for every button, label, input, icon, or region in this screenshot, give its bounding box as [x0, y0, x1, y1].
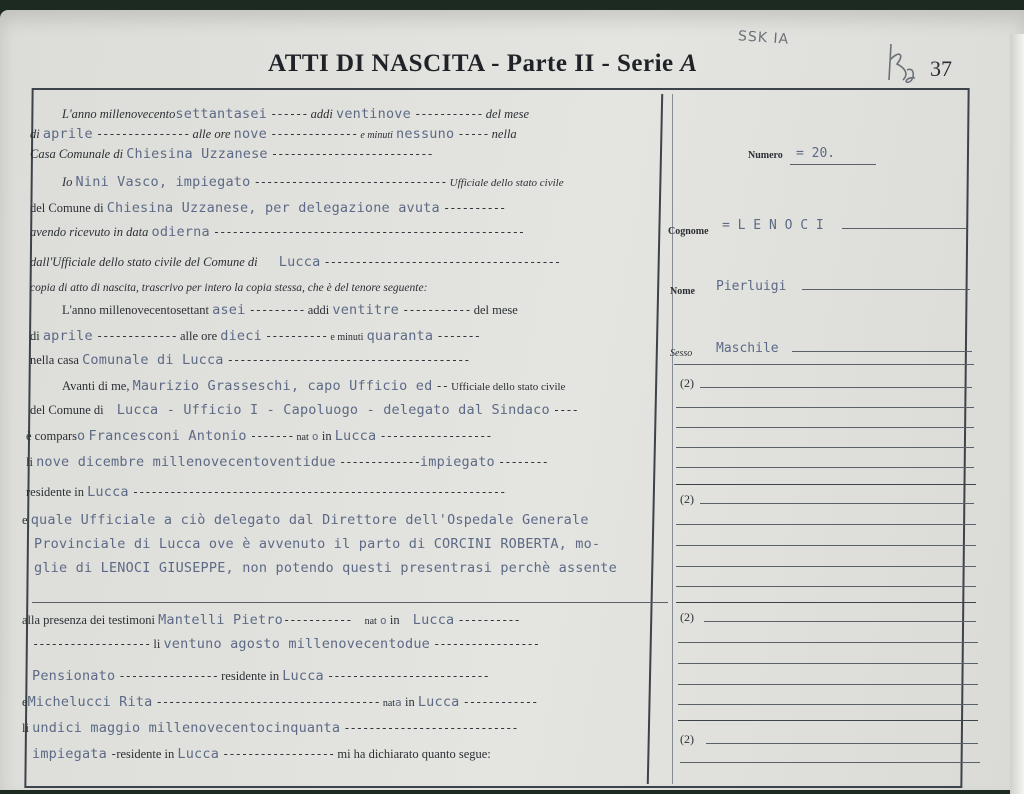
- label: e minuti: [330, 332, 364, 343]
- note-rule: [706, 743, 978, 744]
- form-line-18: [34, 536, 684, 560]
- cognome-label: Cognome: [668, 226, 709, 237]
- cognome-value: = L E N O C I: [722, 218, 824, 233]
- witness1-profession-value: Pensionato: [32, 668, 116, 684]
- label: del Comune di: [30, 201, 104, 215]
- day-value: ventinove: [336, 106, 411, 122]
- witness2-profession-value: impiegata: [32, 746, 107, 762]
- label: residente in: [221, 669, 280, 683]
- form-line-23: eMichelucci Rita ------------------------------------ nata in Lucca ------------: [22, 694, 538, 710]
- note-rule: [678, 684, 978, 685]
- note-rule: [678, 704, 978, 705]
- minutes-value: quaranta: [366, 328, 434, 344]
- capacity-value-cont: Provinciale di Lucca ove è avvenuto il parto di CORCINI ROBERTA, mo-: [34, 536, 601, 552]
- note-marker: (2): [680, 492, 694, 506]
- nome-rule: [802, 289, 970, 290]
- note-rule: [676, 586, 976, 587]
- hour-value: nove: [233, 126, 267, 142]
- form-line-25: impiegata -residente in Lucca ------------------ mi ha dichiarato quanto segue:: [32, 746, 491, 762]
- note-marker: (2): [680, 732, 694, 746]
- label: in: [405, 695, 415, 709]
- section-rule: [674, 364, 974, 365]
- form-line-8: [30, 280, 680, 304]
- note-rule: [680, 762, 980, 763]
- officer-name-value: Maurizio Grasseschi, capo Ufficio ed: [132, 378, 433, 394]
- form-line-5: del Comune di Chiesina Uzzanese, per delegazione avuta ----------: [30, 200, 506, 216]
- label: del mese: [473, 303, 518, 317]
- form-line-4: Io Nini Vasco, impiegato ------------------------------- Ufficiale dello stato civile: [62, 174, 564, 190]
- form-line-24: li undici maggio millenovecentocinquanta ----------------------------: [22, 720, 518, 736]
- form-line-17: [22, 512, 672, 536]
- witness1-birthdate-value: ventuno agosto millenovecentodue: [163, 636, 430, 652]
- witness1-residence-value: Lucca: [282, 668, 324, 684]
- label: Ufficiale dello stato civile: [449, 177, 564, 189]
- label: nat: [382, 698, 396, 709]
- note-rule: [678, 663, 978, 664]
- minutes-value: nessuno: [396, 126, 455, 142]
- sesso-rule: [792, 351, 972, 352]
- label: in: [389, 613, 400, 627]
- form-line-9: L'anno millenovecentosettant asei --------- addi ventitre ----------- del mese: [62, 302, 518, 318]
- hour-value: dieci: [220, 328, 262, 344]
- note-rule: [676, 407, 974, 408]
- label: del mese: [485, 107, 530, 121]
- section-rule: [678, 720, 978, 721]
- label: Avanti di me,: [62, 379, 130, 393]
- gender-suffix: o: [311, 430, 319, 443]
- note-rule: [700, 387, 972, 388]
- label: li: [26, 455, 33, 469]
- place-value: Comunale di Lucca: [82, 352, 224, 368]
- label: di: [30, 329, 40, 343]
- form-line-15: li nove dicembre millenovecentoventidue -------------impiegato --------: [26, 454, 548, 470]
- label: Io: [62, 175, 73, 189]
- witness1-birthplace-value: Lucca: [412, 612, 455, 628]
- note-rule: [700, 503, 974, 504]
- witness2-residence-value: Lucca: [177, 746, 220, 762]
- label: li: [22, 721, 29, 735]
- gender-suffix: a: [395, 696, 402, 709]
- note-rule: [676, 447, 974, 448]
- section-rule: [676, 602, 976, 603]
- label: addi: [310, 107, 333, 121]
- numero-value: = 20.: [796, 146, 836, 161]
- nome-label: Nome: [670, 286, 695, 297]
- label: alle ore: [192, 127, 231, 141]
- sesso-label: Sesso: [670, 348, 693, 359]
- declarant-value: Francesconi Antonio: [88, 428, 247, 444]
- header-part: Parte II: [506, 50, 595, 77]
- note-rule: [676, 427, 974, 428]
- numero-label: Numero: [748, 150, 783, 161]
- month-value: aprile: [42, 328, 93, 344]
- label: L'anno millenovecentosettant: [62, 303, 209, 317]
- numero-rule: [790, 164, 876, 165]
- header-title: ATTI DI NASCITA: [268, 50, 485, 77]
- label: alla presenza dei testimoni: [22, 613, 155, 627]
- birthdate-value: nove dicembre millenovecentoventidue: [36, 454, 336, 470]
- gender-suffix: o: [77, 428, 86, 444]
- year-value: settantasei: [175, 106, 268, 122]
- label: e: [22, 695, 28, 709]
- form-line-10: di aprile ------------- alle ore dieci ---------- e minuti quaranta -------: [30, 328, 480, 344]
- officer-value: Nini Vasco, impiegato: [75, 174, 251, 190]
- pencil-annotation: SSK IA: [737, 28, 790, 48]
- nome-value: Pierluigi: [716, 279, 787, 294]
- capacity-value-cont: glie di LENOCI GIUSEPPE, non potendo questi presentrasi perchè assente: [34, 560, 617, 576]
- witness2-birthdate-value: undici maggio millenovecentocinquanta: [32, 720, 341, 736]
- form-line-1: L'anno millenovecentosettantasei ------ addi ventinove ----------- del mese: [62, 106, 530, 122]
- label: nat: [296, 432, 309, 443]
- label: residente in: [116, 747, 175, 761]
- label: di: [30, 127, 40, 141]
- form-line-2: di aprile --------------- alle ore nove -------------- e minuti nessuno ----- nella: [30, 126, 517, 142]
- label: nella: [491, 127, 517, 141]
- page-header: ATTI DI NASCITA - Parte II - Serie A: [268, 50, 698, 77]
- form-line-16: residente in Lucca ------------------------------------------------------------: [26, 484, 506, 500]
- profession-value: impiegato: [419, 454, 495, 470]
- month-value: aprile: [42, 126, 93, 142]
- note-marker: (2): [680, 376, 694, 390]
- form-line-22: Pensionato ---------------- residente in Lucca --------------------------: [32, 668, 489, 684]
- page-number: 37: [930, 56, 952, 81]
- form-line-7: dall'Ufficiale dello stato civile del Comune di Lucca --------------------------------------: [30, 254, 561, 270]
- label: Ufficiale dello stato civile: [451, 381, 566, 393]
- birthplace-value: Lucca: [334, 428, 377, 444]
- source-commune-value: Lucca: [278, 254, 321, 270]
- blank-rule: [32, 602, 668, 603]
- commune-delegation-value: Chiesina Uzzanese, per delegazione avuta: [106, 200, 440, 216]
- label: e: [22, 513, 28, 527]
- form-line-3: Casa Comunale di Chiesina Uzzanese --------------------------: [30, 146, 433, 162]
- header-series: Serie: [617, 50, 674, 77]
- note-rule: [678, 642, 978, 643]
- form-line-6: avendo ricevuto in data odierna --------------------------------------------------: [30, 224, 525, 240]
- header-series-letter: A: [680, 50, 698, 77]
- form-line-21: ------------------- li ventuno agosto millenovecentodue -----------------: [32, 636, 539, 652]
- note-rule: [676, 566, 976, 567]
- label: residente in: [26, 485, 84, 499]
- form-line-14: è comparso Francesconi Antonio ------- nat o in Lucca ------------------: [26, 428, 492, 444]
- label: L'anno millenovecento: [62, 107, 176, 121]
- initials-signature: [885, 40, 919, 86]
- label: dall'Ufficiale dello stato civile del Comune di: [30, 255, 258, 269]
- label: in: [321, 429, 332, 443]
- capacity-value: quale Ufficiale a ciò delegato dal Direttore dell'Ospedale Generale: [30, 512, 589, 528]
- page-edge: [1010, 34, 1024, 794]
- residence-value: Lucca: [87, 484, 129, 500]
- label: del Comune di: [30, 403, 104, 417]
- day-value: ventitre: [332, 302, 399, 318]
- label: nella casa: [30, 353, 79, 367]
- form-line-19: [34, 560, 684, 584]
- label: e minuti: [360, 130, 393, 141]
- section-rule: [676, 484, 976, 485]
- label: addi: [307, 303, 330, 317]
- label: li: [153, 637, 161, 651]
- label: è compars: [26, 429, 78, 443]
- witness2-birthplace-value: Lucca: [417, 694, 460, 710]
- sesso-value: Maschile: [716, 341, 779, 356]
- form-line-11: nella casa Comunale di Lucca ---------------------------------------: [30, 352, 470, 368]
- form-line-12: Avanti di me, Maurizio Grasseschi, capo Ufficio ed -- Ufficiale dello stato civile: [62, 378, 566, 394]
- cognome-rule: [842, 228, 966, 229]
- note-rule: [676, 524, 976, 525]
- label: mi ha dichiarato quanto segue:: [337, 747, 491, 761]
- form-line-13: del Comune di Lucca - Ufficio I - Capoluogo - delegato dal Sindaco ----: [30, 402, 578, 418]
- gender-suffix: o: [379, 614, 387, 627]
- note-rule: [676, 545, 976, 546]
- note-rule: [676, 467, 974, 468]
- note-marker: (2): [680, 610, 694, 624]
- witness2-value: Michelucci Rita: [27, 694, 153, 710]
- label: copia di atto di nascita, trascrivo per intero la copia stessa, che è del tenore seguente:: [30, 282, 428, 294]
- form-line-20: alla presenza dei testimoni Mantelli Pietro----------- nat o in Lucca ----------: [22, 612, 520, 628]
- note-rule: [704, 621, 976, 622]
- office-value: Lucca - Ufficio I - Capoluogo - delegato dal Sindaco: [116, 402, 550, 418]
- label: nat: [364, 616, 377, 627]
- label: Casa Comunale di: [30, 147, 124, 161]
- year-value: asei: [212, 302, 246, 318]
- date-received-value: odierna: [151, 224, 210, 240]
- witness1-value: Mantelli Pietro: [158, 612, 283, 628]
- commune-value: Chiesina Uzzanese: [126, 146, 268, 162]
- label: alle ore: [180, 329, 218, 343]
- label: avendo ricevuto in data: [30, 225, 149, 239]
